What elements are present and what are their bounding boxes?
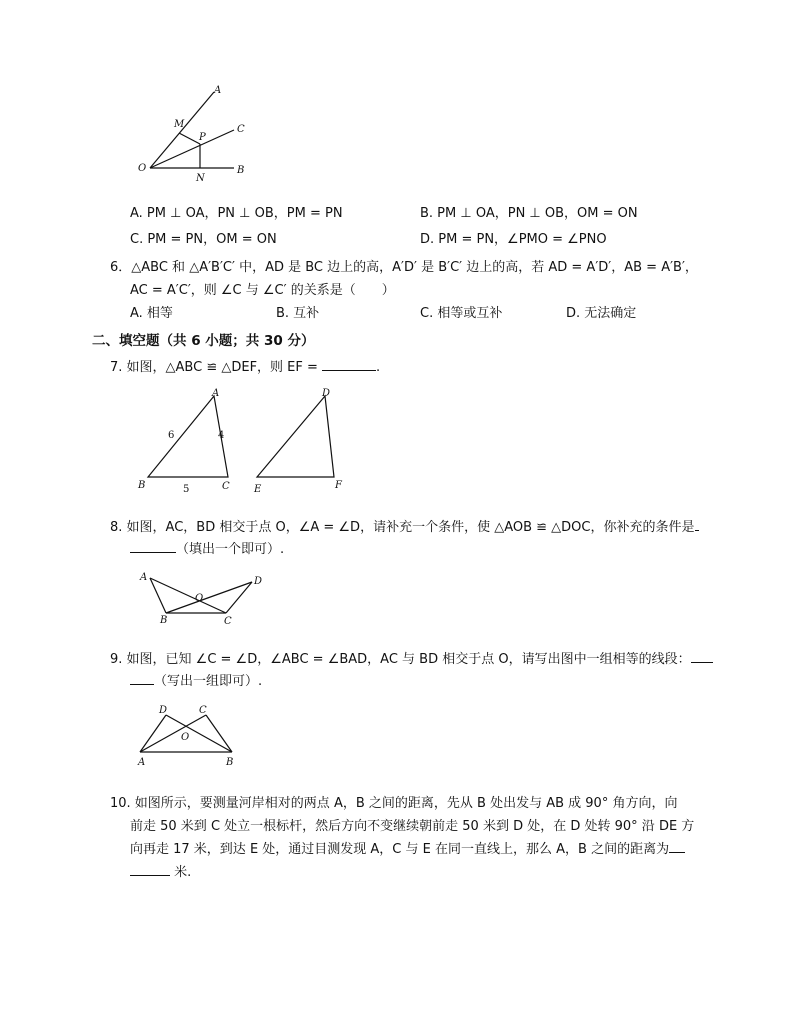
label-B: B <box>237 165 245 176</box>
q6-option-c[interactable]: C. 相等或互补 <box>420 306 503 321</box>
segment-BD <box>166 715 232 752</box>
label-P: P <box>199 132 206 143</box>
q6-line2: AC = A′C′，则 ∠C 与 ∠C′ 的关系是（ ） <box>130 283 395 298</box>
label-A: A <box>214 85 222 96</box>
label-N: N <box>196 173 205 184</box>
q9-answer-blank[interactable] <box>130 672 154 685</box>
segment-AC <box>140 715 206 752</box>
q9-answer-blank-start[interactable] <box>691 650 713 663</box>
label-A: A <box>140 572 148 583</box>
q6-option-a[interactable]: A. 相等 <box>130 306 173 321</box>
figure-intersecting-triangles-8 <box>134 568 270 630</box>
q5-option-a[interactable]: A. PM ⊥ OA，PN ⊥ OB，PM = PN <box>130 206 343 221</box>
label-C: C <box>222 481 230 492</box>
figure-intersecting-triangles-9 <box>132 700 244 770</box>
label-E: E <box>254 484 262 495</box>
q6-option-d[interactable]: D. 无法确定 <box>566 306 637 321</box>
q10-line4 <box>130 861 191 880</box>
label-C: C <box>199 705 207 716</box>
label-B: B <box>226 757 234 768</box>
label-B: B <box>160 615 168 626</box>
label-D: D <box>254 576 263 587</box>
q10-answer-blank-start[interactable] <box>669 840 685 853</box>
label-O: O <box>195 593 204 604</box>
q7-text <box>110 356 380 375</box>
label-D: D <box>159 705 168 716</box>
figure-angle-bisector <box>130 82 260 186</box>
section-heading-fill-in: 二、填空题（共 6 小题；共 30 分） <box>92 333 315 349</box>
figure-congruent-triangles <box>136 386 356 498</box>
q8-hint: （填出一个即可）. <box>176 542 285 557</box>
label-F: F <box>335 480 342 491</box>
segment-BC <box>206 715 232 752</box>
q10-line2: 前走 50 米到 C 处立一根标杆，然后方向不变继续朝前走 50 米到 D 处，在 D 处转 90° 沿 DE 方 <box>130 819 695 834</box>
q10-prompt: 向再走 17 米，到达 E 处，通过目测发现 A，C 与 E 在同一直线上，那么 A，B 之间的距离为 <box>130 842 670 857</box>
q8-blank-tail <box>695 518 699 531</box>
q10-answer-blank[interactable] <box>130 863 170 876</box>
segment-PM <box>179 133 200 144</box>
label-O: O <box>181 732 190 743</box>
label-O: O <box>138 163 147 174</box>
triangle-DEF <box>257 396 334 477</box>
ray-OA <box>150 92 214 168</box>
q9-prompt: 9. 如图，已知 ∠C = ∠D，∠ABC = ∠BAD，AC 与 BD 相交于点 O，请写出图中一组相等的线段： <box>110 652 691 667</box>
label-B: B <box>138 480 146 491</box>
q10-line1: 10. 如图所示，要测量河岸相对的两点 A，B 之间的距离，先从 B 处出发与 AB 成 90° 角方向，向 <box>110 796 678 811</box>
q8-line1 <box>110 516 699 535</box>
label-A: A <box>138 757 146 768</box>
q7-end: . <box>376 360 381 375</box>
side-AC-length: 4 <box>218 430 225 441</box>
q5-option-b[interactable]: B. PM ⊥ OA，PN ⊥ OB，OM = ON <box>420 206 638 221</box>
segment-AD <box>140 715 166 752</box>
label-C: C <box>224 616 232 627</box>
triangle-ABC <box>148 396 228 477</box>
q7-prompt: 7. 如图，△ABC ≌ △DEF，则 EF = <box>110 360 318 375</box>
q10-unit: 米. <box>174 865 192 880</box>
q10-line3 <box>130 838 685 857</box>
q5-option-c[interactable]: C. PM = PN，OM = ON <box>130 232 277 247</box>
q6-line1: 6．△ABC 和 △A′B′C′ 中，AD 是 BC 边上的高，A′D′ 是 B′C′ 边上的高，若 AD = A′D′，AB = A′B′， <box>110 260 698 275</box>
q9-line1 <box>110 648 713 667</box>
side-BC-length: 5 <box>183 484 190 495</box>
q8-prompt: 8. 如图，AC，BD 相交于点 O，∠A = ∠D，请补充一个条件，使 △AOB ≌ △DOC，你补充的条件是 <box>110 520 695 535</box>
label-M: M <box>174 119 185 130</box>
label-A: A <box>212 388 220 399</box>
q8-answer-blank[interactable] <box>130 540 176 553</box>
q6-option-b[interactable]: B. 互补 <box>276 306 320 321</box>
label-D: D <box>322 388 331 399</box>
q9-hint: （写出一组即可）. <box>154 674 263 689</box>
q9-line2 <box>130 670 262 689</box>
q8-line2 <box>130 538 284 557</box>
ray-OC <box>150 130 234 168</box>
label-C: C <box>237 124 245 135</box>
side-AB-length: 6 <box>168 430 175 441</box>
q5-option-d[interactable]: D. PM = PN，∠PMO = ∠PNO <box>420 232 607 247</box>
q7-answer-blank[interactable] <box>322 358 376 371</box>
segment-AB <box>150 578 166 613</box>
